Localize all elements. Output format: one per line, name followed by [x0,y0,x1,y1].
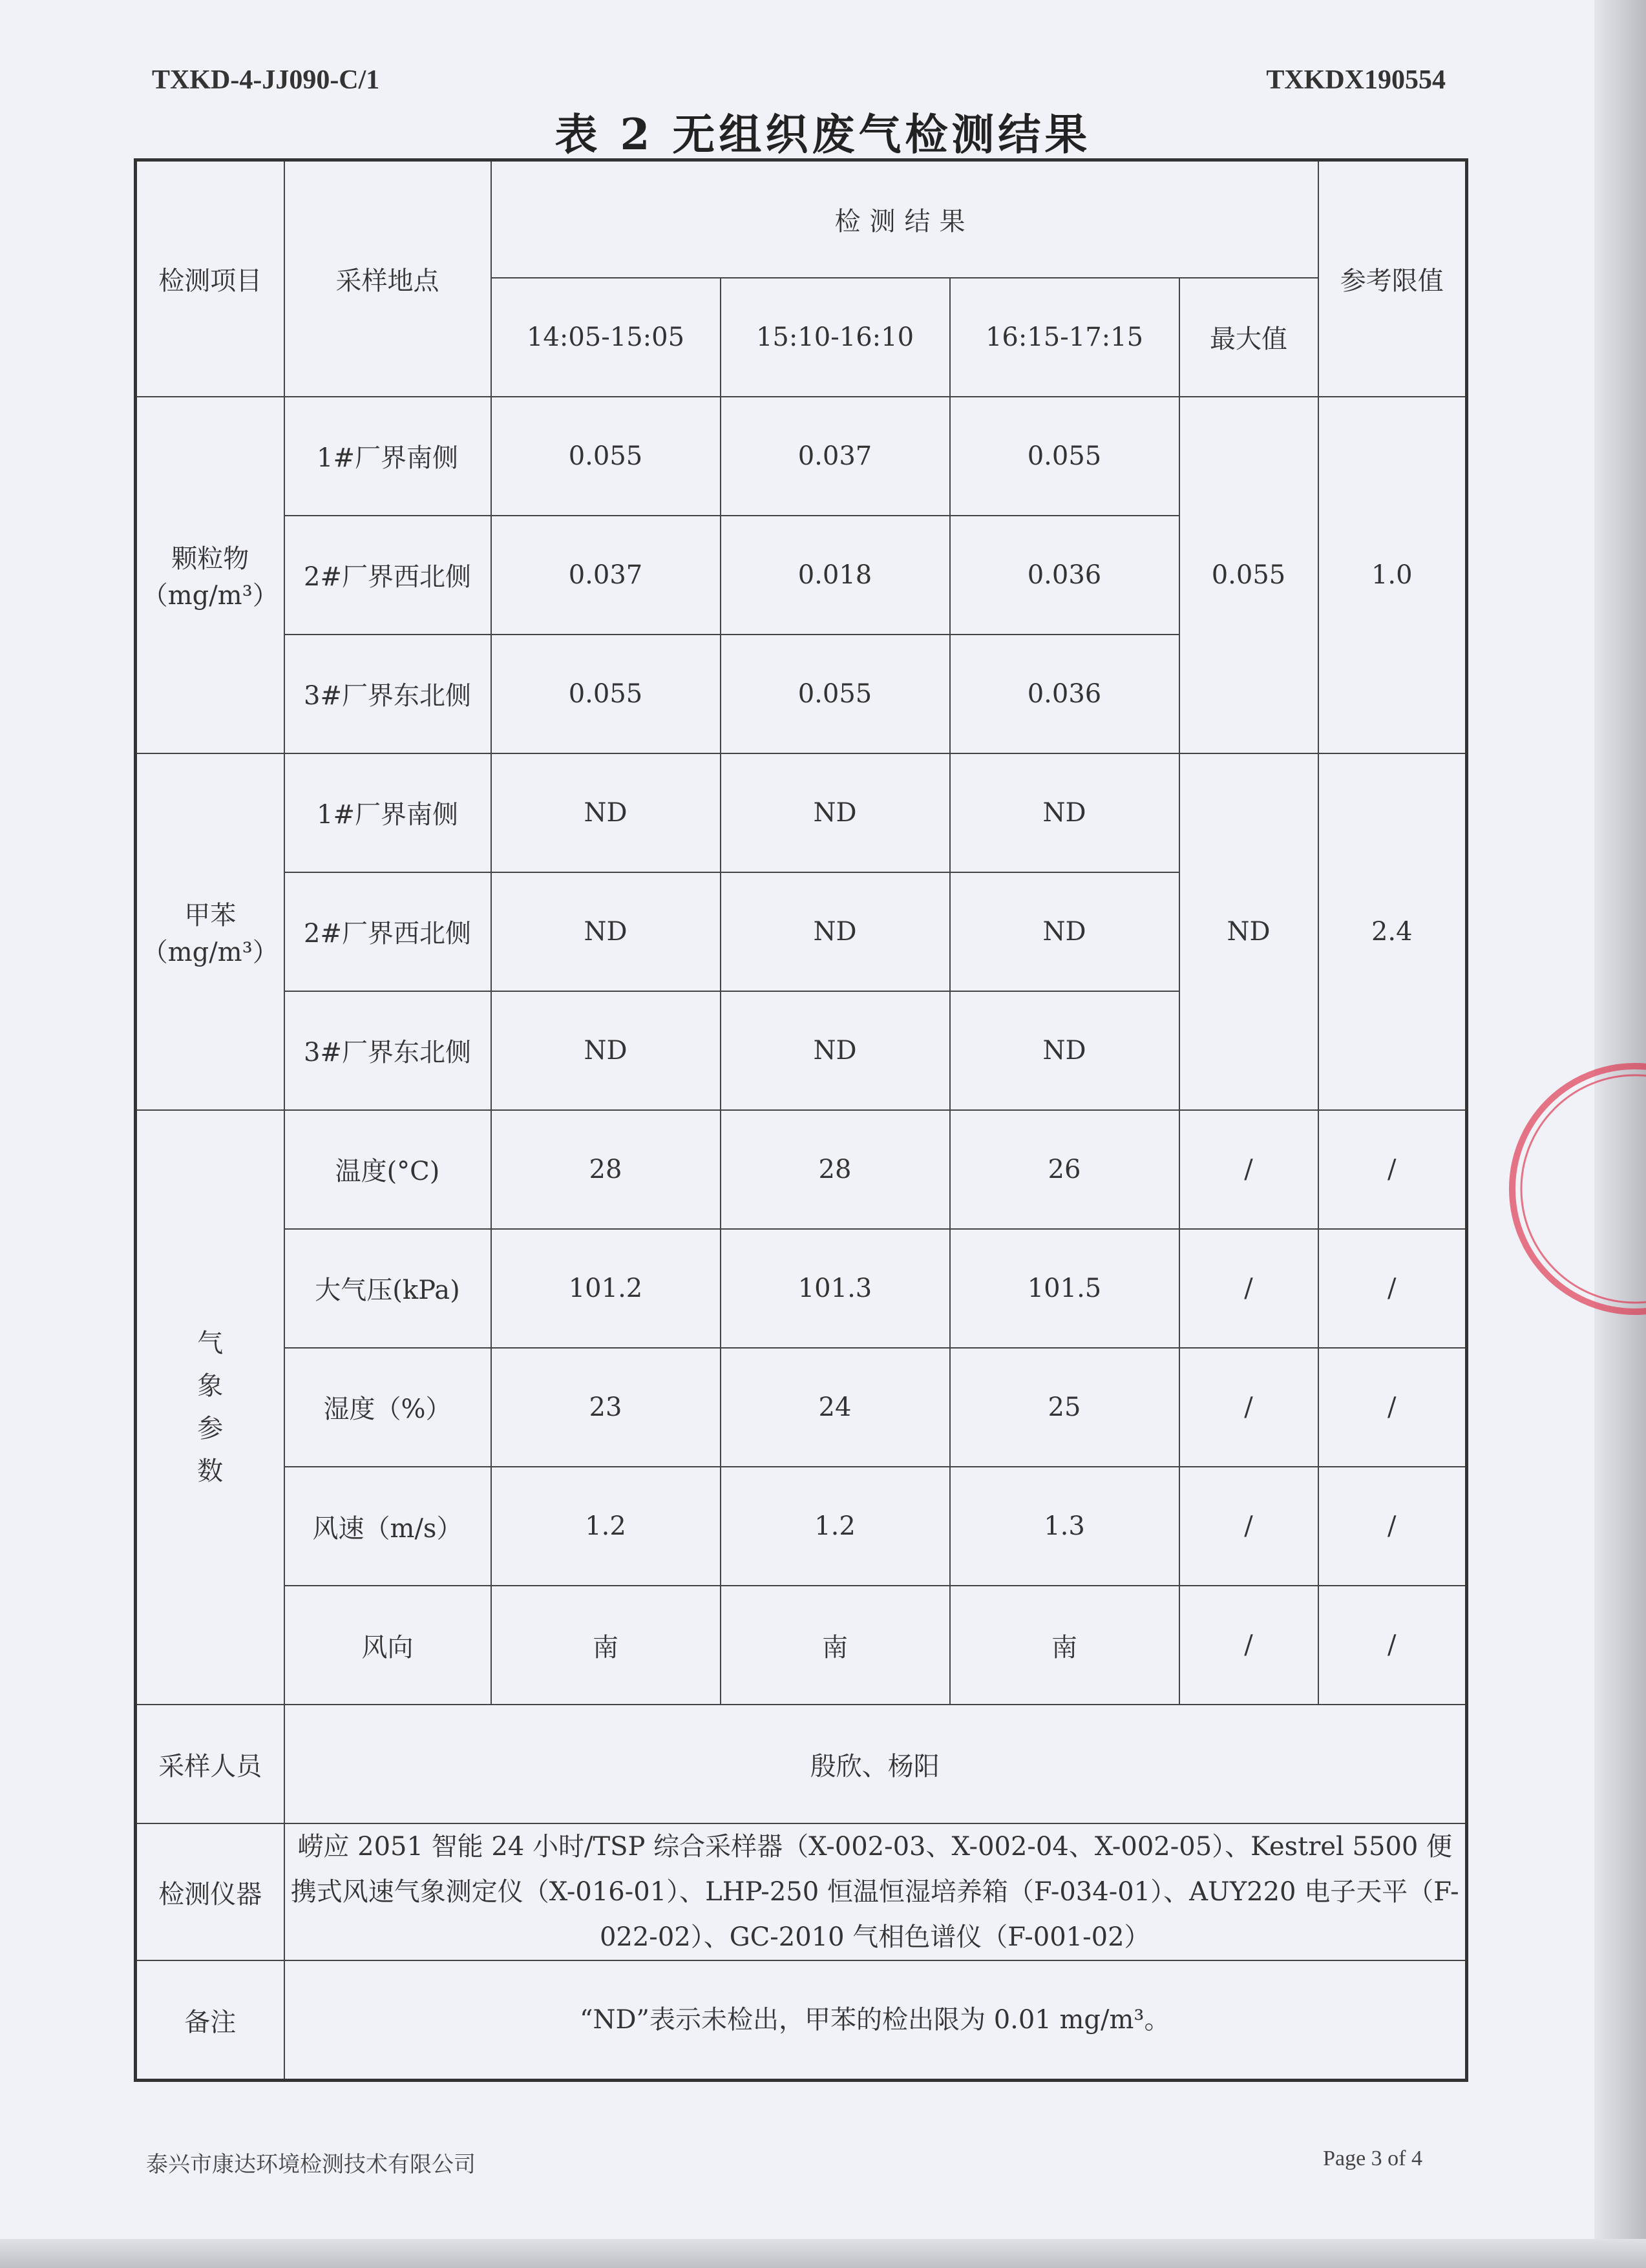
table-row [136,1705,1467,1823]
max-cell: / [1179,1229,1318,1348]
value-cell: ND [721,753,950,872]
toluene-max: ND [1179,753,1318,1110]
value-cell: 28 [721,1110,950,1229]
header-item: 检测项目 [136,160,284,397]
company-seal-stamp [1506,1027,1646,1350]
header-results: 检测结果 [491,160,1318,278]
limit-cell: / [1318,1467,1467,1586]
value-cell: 1.3 [950,1467,1179,1586]
weather-param: 风速（m/s） [284,1467,491,1586]
value-cell: 101.5 [950,1229,1179,1348]
sampler-value: 殷欣、杨阳 [284,1705,1467,1823]
value-cell: 24 [721,1348,950,1467]
header-location: 采样地点 [284,160,491,397]
weather-param: 风向 [284,1586,491,1705]
weather-param: 大气压(kPa) [284,1229,491,1348]
location: 3#厂界东北侧 [284,635,491,753]
value-cell: 101.3 [721,1229,950,1348]
location: 1#厂界南侧 [284,753,491,872]
table-row [136,1229,1467,1348]
footer-company: 泰兴市康达环境检测技术有限公司 [146,2152,476,2178]
instruments-label: 检测仪器 [136,1823,284,1960]
limit-cell: / [1318,1229,1467,1348]
weather-char: 参 [197,1413,224,1444]
footer-page-number: Page 3 of 4 [1323,2147,1422,2170]
scan-edge-bottom [0,2239,1646,2268]
value-cell: 1.2 [491,1467,721,1586]
value-cell: ND [491,872,721,991]
item-toluene-name: 甲苯 [184,900,237,930]
table-row [136,1960,1467,2080]
remark-value: “ND”表示未检出，甲苯的检出限为 0.01 mg/m³。 [284,1960,1467,2080]
remark-label: 备注 [136,1960,284,2080]
limit-cell: / [1318,1586,1467,1705]
toluene-limit: 2.4 [1318,753,1467,1110]
report-code-left: TXKD-4-JJ090-C/1 [152,65,380,95]
header-time-2: 15:10-16:10 [721,278,950,397]
max-cell: / [1179,1110,1318,1229]
max-cell: / [1179,1586,1318,1705]
particulate-limit: 1.0 [1318,397,1467,753]
limit-cell: / [1318,1110,1467,1229]
results-table [134,158,1468,2082]
item-particulate-name: 颗粒物 [171,543,249,574]
table-row [136,1467,1467,1586]
value-cell: 0.055 [491,635,721,753]
header-limit: 参考限值 [1318,160,1467,397]
value-cell: 南 [950,1586,1179,1705]
header-max: 最大值 [1179,278,1318,397]
value-cell: 101.2 [491,1229,721,1348]
sampler-label: 采样人员 [136,1705,284,1823]
location: 2#厂界西北侧 [284,872,491,991]
value-cell: 0.055 [491,397,721,516]
value-cell: 1.2 [721,1467,950,1586]
weather-char: 象 [197,1370,224,1401]
header-time-3: 16:15-17:15 [950,278,1179,397]
location: 2#厂界西北侧 [284,516,491,635]
item-weather [136,1110,284,1705]
weather-param: 温度(°C) [284,1110,491,1229]
location: 1#厂界南侧 [284,397,491,516]
value-cell: 26 [950,1110,1179,1229]
item-toluene [136,753,284,1110]
table-row [136,1348,1467,1467]
value-cell: ND [950,753,1179,872]
location: 3#厂界东北侧 [284,991,491,1110]
table-row [136,1823,1467,1960]
table-row [136,753,1467,872]
value-cell: 0.036 [950,635,1179,753]
value-cell: 0.055 [721,635,950,753]
weather-char: 气 [197,1328,224,1358]
max-cell: / [1179,1348,1318,1467]
value-cell: 25 [950,1348,1179,1467]
report-code-right: TXKDX190554 [1266,65,1446,95]
item-particulate [136,397,284,753]
weather-char: 数 [197,1456,224,1486]
weather-param: 湿度（%） [284,1348,491,1467]
value-cell: 0.018 [721,516,950,635]
particulate-max: 0.055 [1179,397,1318,753]
value-cell: ND [950,991,1179,1110]
value-cell: ND [491,753,721,872]
table-row [136,397,1467,516]
value-cell: ND [721,991,950,1110]
limit-cell: / [1318,1348,1467,1467]
value-cell: 0.055 [950,397,1179,516]
value-cell: ND [491,991,721,1110]
value-cell: 0.037 [721,397,950,516]
item-toluene-unit: （mg/m³） [142,937,279,967]
max-cell: / [1179,1467,1318,1586]
value-cell: 0.036 [950,516,1179,635]
table-row [136,1586,1467,1705]
header-time-1: 14:05-15:05 [491,278,721,397]
table-row [136,1110,1467,1229]
instruments-value: 崂应 2051 智能 24 小时/TSP 综合采样器（X-002-03、X-002-04、X-002-05）、Kestrel 5500 便携式风速气象测定仪（X-016-01）、LHP-250 恒温恒湿培养箱（F-034-01）、AUY220 电子天平（F-022-02）、GC-2010 气相色谱仪（F-001-02） [284,1823,1467,1960]
value-cell: 南 [721,1586,950,1705]
value-cell: ND [721,872,950,991]
value-cell: 23 [491,1348,721,1467]
value-cell: 0.037 [491,516,721,635]
table-title: 表 2 无组织废气检测结果 [554,109,1092,160]
value-cell: ND [950,872,1179,991]
value-cell: 南 [491,1586,721,1705]
value-cell: 28 [491,1110,721,1229]
item-particulate-unit: （mg/m³） [142,580,279,611]
